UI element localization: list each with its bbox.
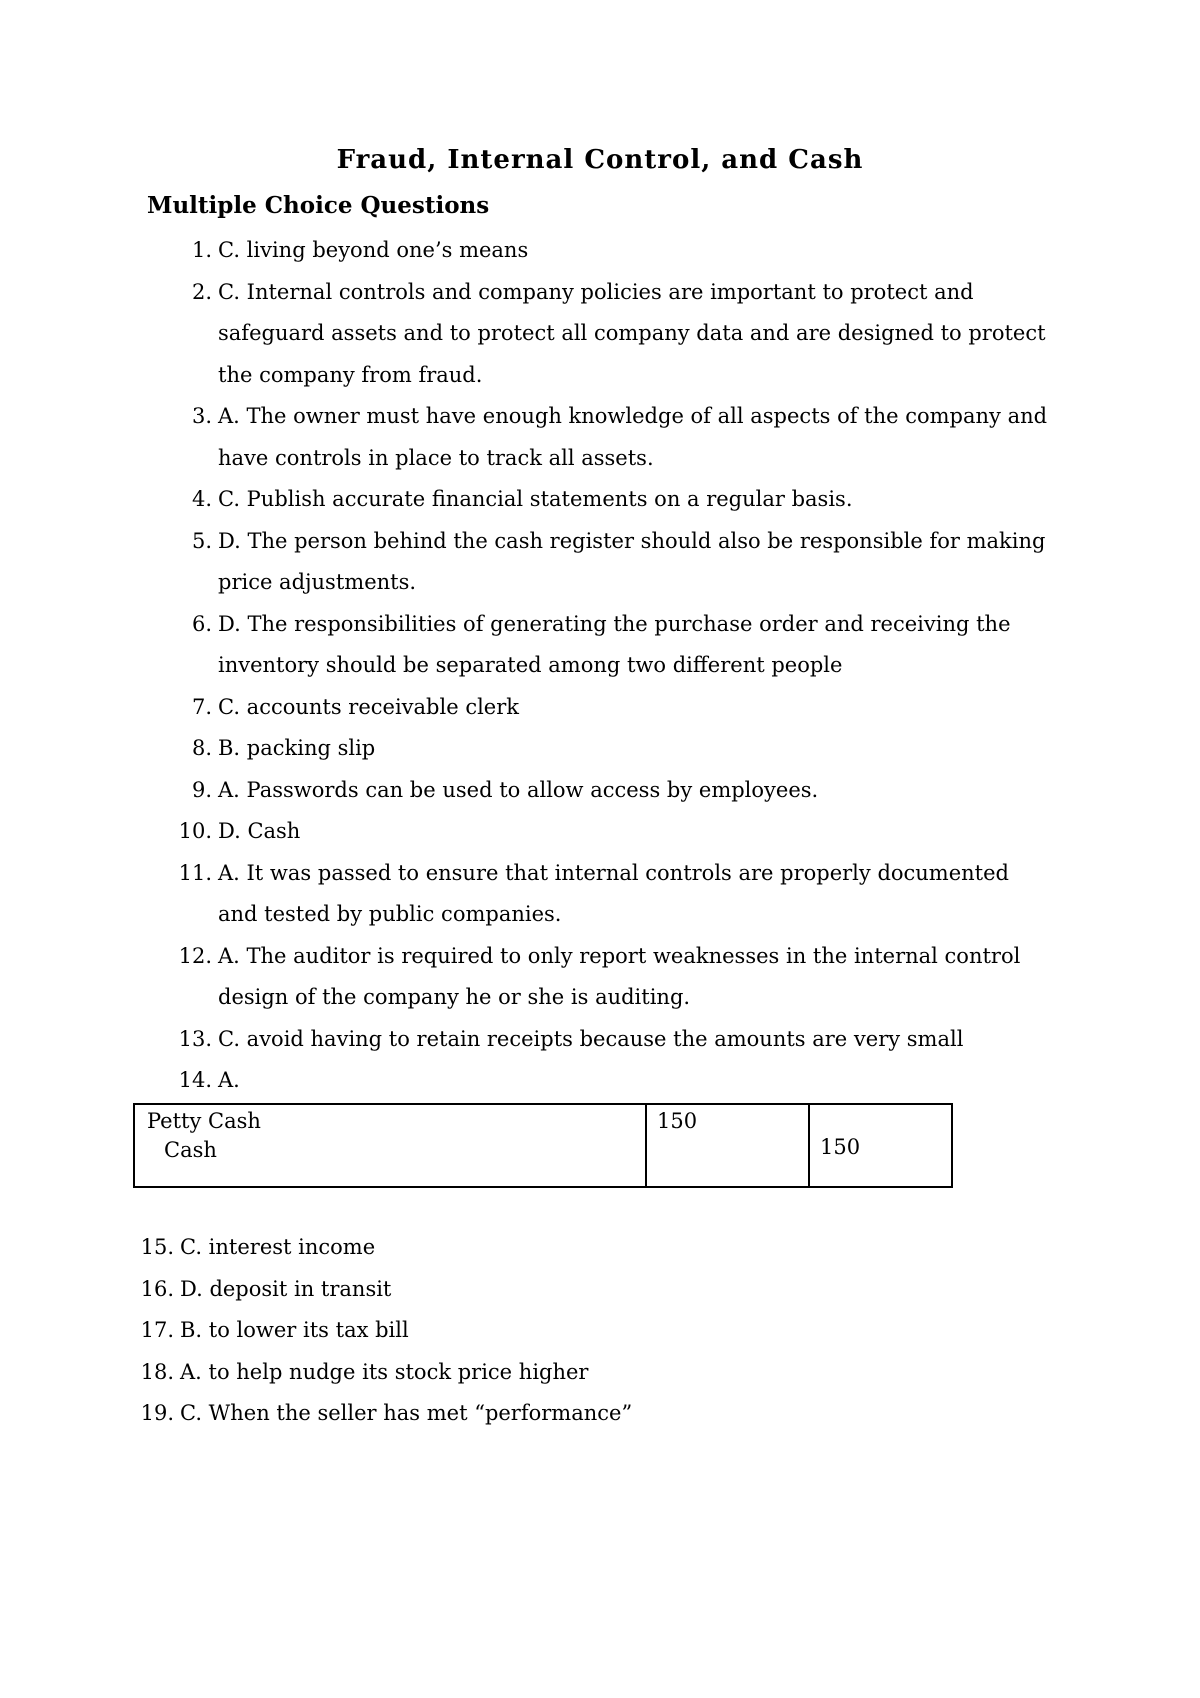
answer-number: 16. <box>140 1276 174 1301</box>
answer-number: 18. <box>140 1359 174 1384</box>
journal-entry-table <box>133 1103 953 1188</box>
document-title: Fraud, Internal Control, and Cash <box>336 145 864 175</box>
answer-text: D. The responsibilities of generating the purchase order and receiving the inventory should be separated among two different people <box>218 611 1011 677</box>
answer-number: 8. <box>191 736 212 760</box>
answer-item <box>0 770 1048 812</box>
answer-text: A. Passwords can be used to allow access by employees. <box>218 777 819 802</box>
answer-item <box>0 396 1048 479</box>
answer-text: C. accounts receivable clerk <box>218 694 519 719</box>
answer-text: D. The person behind the cash register should also be responsible for making price adjustments. <box>218 528 1046 594</box>
answer-text: A. <box>218 1068 240 1092</box>
answer-number: 2. <box>191 279 212 304</box>
answer-number: 13. <box>178 1026 212 1051</box>
answer-text: A. The owner must have enough knowledge of all aspects of the company and have controls in place to track all assets. <box>218 404 1048 470</box>
answer-item <box>0 604 1048 687</box>
answer-text: B. to lower its tax bill <box>180 1318 409 1342</box>
section-heading: Multiple Choice Questions <box>147 192 490 219</box>
debit-account: Petty Cash <box>147 1109 261 1133</box>
answer-number: 17. <box>140 1318 174 1342</box>
account-cell <box>134 1104 646 1187</box>
answer-number: 3. <box>191 404 212 428</box>
answer-number: 5. <box>191 528 212 553</box>
answer-text: D. Cash <box>218 819 301 843</box>
debit-cell <box>646 1104 809 1187</box>
answer-item <box>0 521 1048 604</box>
debit-amount: 150 <box>657 1109 698 1133</box>
answer-list-1-14 <box>0 230 1200 1102</box>
answer-item <box>0 1393 1010 1435</box>
answer-text: C. Internal controls and company policies are important to protect and safeguard assets and to protect all company data and are designed to protect the company from fraud. <box>218 279 1046 387</box>
answer-text: A. to help nudge its stock price higher <box>180 1359 589 1384</box>
answer-item <box>0 728 1048 770</box>
answer-item <box>0 1060 1048 1102</box>
answer-number: 14. <box>178 1068 212 1092</box>
credit-cell <box>809 1104 952 1187</box>
answer-list-15-19 <box>0 1227 1200 1435</box>
answer-item <box>0 272 1048 397</box>
answer-number: 1. <box>191 238 212 262</box>
answer-item <box>0 230 1048 272</box>
answer-text: C. avoid having to retain receipts because the amounts are very small <box>218 1026 964 1051</box>
answer-item <box>0 687 1048 729</box>
answer-text: A. It was passed to ensure that internal controls are properly documented and tested by public companies. <box>218 860 1009 926</box>
answer-number: 19. <box>140 1401 174 1425</box>
answer-item <box>0 853 1048 936</box>
answer-number: 6. <box>191 611 212 636</box>
answer-number: 15. <box>140 1235 174 1259</box>
answer-item <box>0 1310 1010 1352</box>
answer-item <box>0 1227 1010 1269</box>
answer-text: C. Publish accurate financial statements on a regular basis. <box>218 487 853 511</box>
answer-text: C. When the seller has met “performance” <box>180 1401 633 1425</box>
journal-entry-row <box>134 1104 952 1187</box>
answer-text: B. packing slip <box>218 736 376 760</box>
answer-number: 4. <box>191 487 212 511</box>
credit-account: Cash <box>164 1138 217 1162</box>
answer-item <box>0 479 1048 521</box>
answer-number: 11. <box>178 860 212 885</box>
answer-item <box>0 811 1048 853</box>
answer-item <box>0 1019 1048 1061</box>
answer-number: 10. <box>178 819 212 843</box>
answer-item <box>0 1352 1010 1394</box>
answer-text: C. living beyond one’s means <box>218 238 529 262</box>
credit-amount: 150 <box>820 1135 861 1159</box>
answer-number: 7. <box>191 694 212 719</box>
answer-number: 9. <box>191 777 212 802</box>
answer-text: C. interest income <box>180 1235 376 1259</box>
answer-item <box>0 936 1048 1019</box>
answer-text: A. The auditor is required to only report weaknesses in the internal control design of the company he or she is auditing. <box>218 943 1021 1009</box>
answer-item <box>0 1269 1010 1311</box>
answer-text: D. deposit in transit <box>180 1276 392 1301</box>
answer-number: 12. <box>178 943 212 968</box>
